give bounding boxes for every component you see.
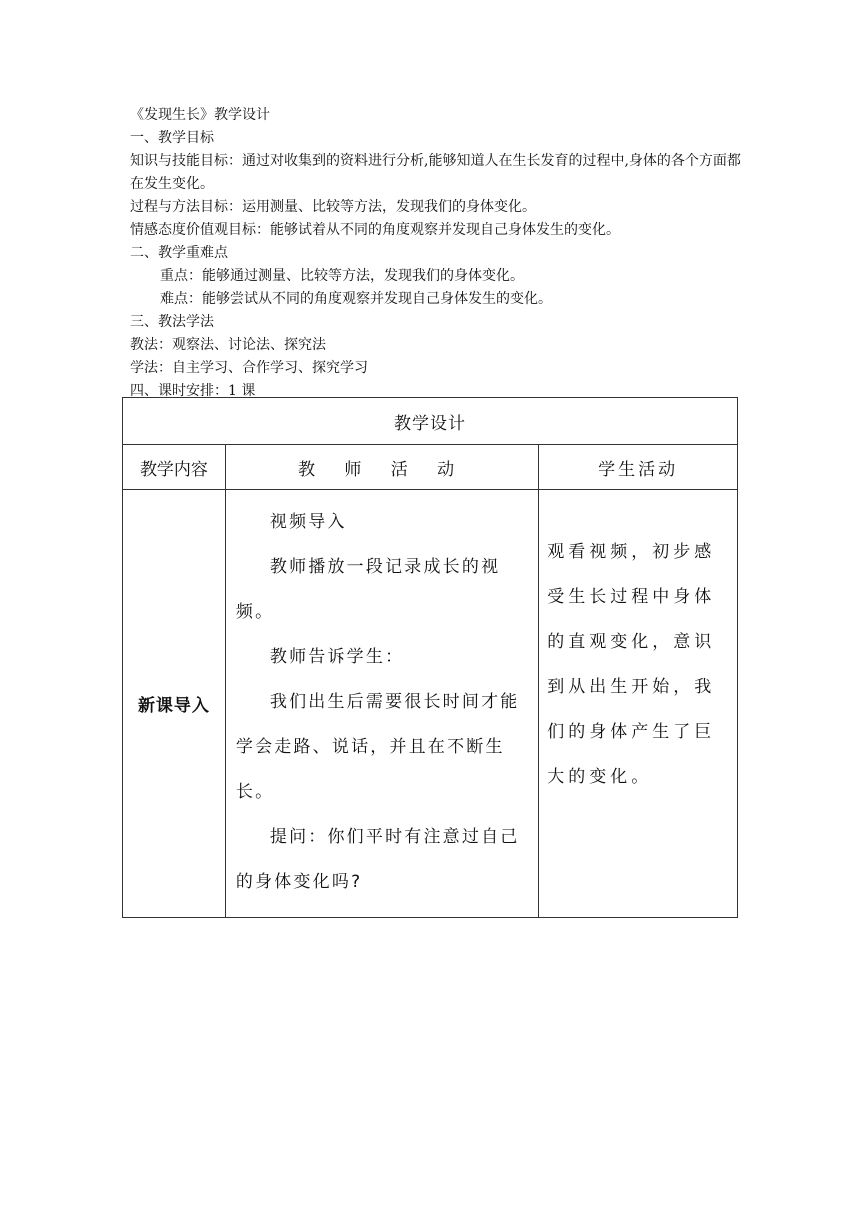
difficult-point: 难点：能够尝试从不同的角度观察并发现自己身体发生的变化。 bbox=[160, 291, 552, 307]
header-content: 教学内容 bbox=[123, 445, 226, 490]
section-heading-goals: 一、教学目标 bbox=[130, 130, 214, 146]
header-student-activity: 学生活动 bbox=[539, 445, 738, 490]
section-heading-key-points: 二、教学重难点 bbox=[130, 245, 228, 261]
table-header-row bbox=[123, 445, 738, 490]
section-heading-schedule: 四、课时安排：1 课 bbox=[130, 383, 256, 399]
header-teacher-activity: 教 师 活 动 bbox=[225, 445, 538, 490]
document-title: 《发现生长》教学设计 bbox=[130, 107, 270, 123]
lesson-design-table bbox=[122, 397, 738, 918]
row-label-new-lesson: 新课导入 bbox=[123, 490, 226, 918]
student-activity-cell: 观看视频，初步感受生长过程中身体的直观变化，意识到从出生开始，我们的身体产生了巨大的变化。 bbox=[539, 490, 738, 918]
teacher-activity-line: 我们出生后需要很长时间才能学会走路、说话，并且在不断生长。 bbox=[235, 692, 520, 802]
table-title-row bbox=[123, 398, 738, 445]
learning-methods: 学法：自主学习、合作学习、探究学习 bbox=[130, 360, 368, 376]
goal-emotion: 情感态度价值观目标：能够试着从不同的角度观察并发现自己身体发生的变化。 bbox=[130, 222, 620, 238]
section-heading-methods: 三、教法学法 bbox=[130, 314, 214, 330]
teacher-activity-cell bbox=[225, 490, 538, 918]
goal-knowledge: 知识与技能目标：通过对收集到的资料进行分析,能够知道人在生长发育的过程中,身体的各个方面都在发生变化。 bbox=[130, 153, 741, 192]
teaching-methods: 教法：观察法、讨论法、探究法 bbox=[130, 337, 326, 353]
key-point: 重点：能够通过测量、比较等方法，发现我们的身体变化。 bbox=[160, 268, 524, 284]
table-row bbox=[123, 490, 738, 918]
goal-process: 过程与方法目标：运用测量、比较等方法，发现我们的身体变化。 bbox=[130, 199, 536, 215]
teacher-activity-line: 教师播放一段记录成长的视频。 bbox=[235, 557, 501, 622]
teacher-activity-line: 教师告诉学生： bbox=[269, 647, 405, 667]
teacher-activity-line: 提问：你们平时有注意过自己的身体变化吗? bbox=[235, 827, 520, 892]
lesson-intro bbox=[130, 104, 750, 403]
table-title: 教学设计 bbox=[123, 398, 738, 445]
teacher-activity-line: 视频导入 bbox=[269, 512, 347, 532]
